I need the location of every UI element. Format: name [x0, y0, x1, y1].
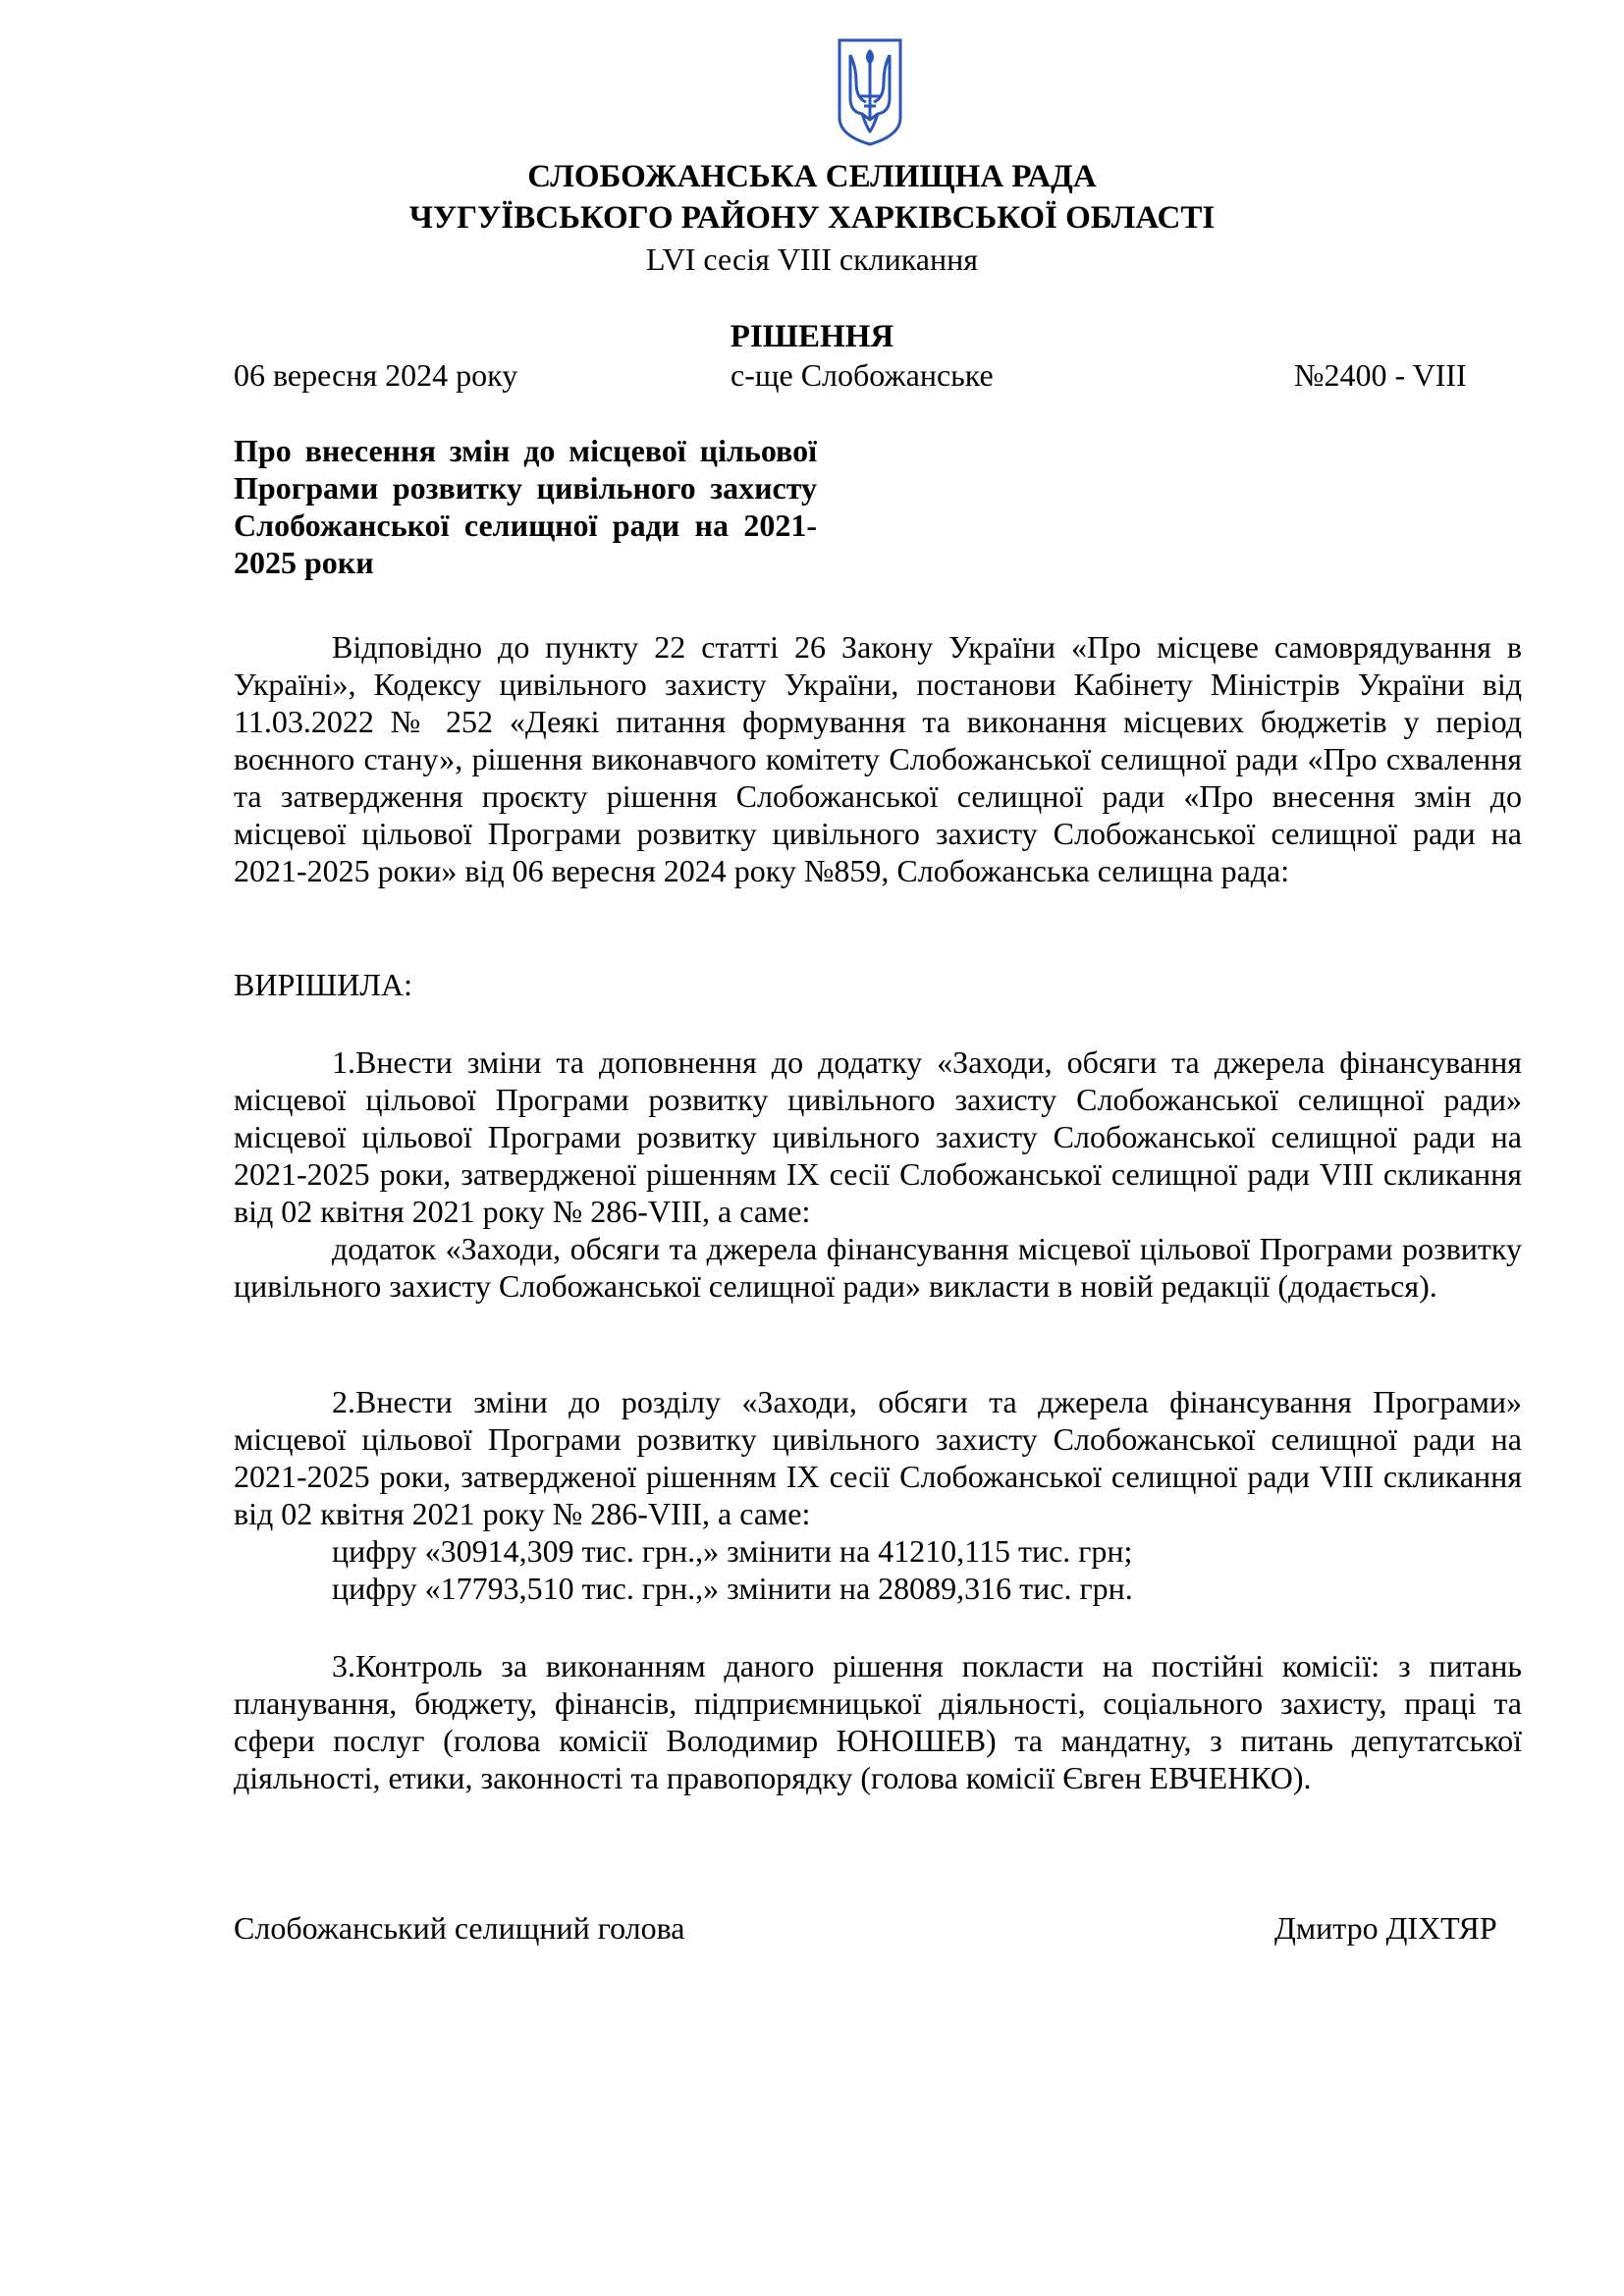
preamble-text: Відповідно до пункту 22 статті 26 Закону України «Про місцеве самоврядування в Україні», Кодексу цивільного захисту України, постанови Кабінету Міністрів України від 11.03.2022 № 252 «Деякі питання формування та виконання місцевих бюджетів у період воєнного стану», рішення виконавчого комітету Слобожанської селищної ради «Про схвалення та затвердження проєкту рішення Слобожанської селищної ради «Про внесення змін до місцевої цільової Програми розвитку цивільного захисту Слобожанської селищної ради на 2021-2025 роки» від 06 вересня 2024 року №859, Слобожанська селищна рада:: [234, 629, 1522, 888]
decision-subject: Про внесення змін до місцевої цільової Програми розвитку цивільного захисту Слобожанської селищної ради на 2021-2025 роки: [234, 433, 817, 580]
resolved-block: [234, 966, 1522, 1003]
coat-of-arms-icon: [837, 37, 903, 147]
decision-place: с-ще Слобожанське: [731, 357, 994, 393]
document-type: РІШЕННЯ: [730, 319, 894, 354]
item-1-text: 1.Внести зміни та доповнення до додатку «Заходи, обсяги та джерела фінансування місцевої цільової Програми розвитку цивільного захисту Слобожанської селищної ради» місцевої цільової Програми розвитку цивільного захисту Слобожанської селищної ради на 2021-2025 роки, затвердженої рішенням IX сесії Слобожанської селищної ради VIII скликання від 02 квітня 2021 року № 286-VIII, а саме:: [234, 1044, 1522, 1229]
district-name: ЧУГУЇВСЬКОГО РАЙОНУ ХАРКІВСЬКОЇ ОБЛАСТІ: [408, 200, 1216, 236]
item-1-block: [234, 1043, 1522, 1305]
item-2-line-1: цифру «30914,309 тис. грн.,» змінити на 41210,115 тис. грн;: [332, 1533, 1133, 1569]
item-3-block: [234, 1647, 1522, 1796]
decision-date: 06 вересня 2024 року: [234, 357, 518, 393]
session-line: LVI сесія VIII скликання: [646, 241, 978, 277]
item-3-text: 3.Контроль за виконанням даного рішення покласти на постійні комісії: з питань планування, бюджету, фінансів, підприємницької діяльності, соціального захисту, праці та сфери послуг (голова комісії Володимир ЮНОШЕВ) та мандатну, з питань депутатської діяльності, етики, законності та правопорядку (голова комісії Євген ЕВЧЕНКО).: [234, 1648, 1522, 1795]
signature-name: Дмитро ДІХТЯР: [1274, 1910, 1497, 1946]
item-1-subtext: додаток «Заходи, обсяги та джерела фінансування місцевої цільової Програми розвитку цивільного захисту Слобожанської селищної ради» викласти в новій редакції (додається).: [234, 1231, 1522, 1304]
resolved-heading: ВИРІШИЛА:: [234, 967, 412, 1002]
item-2-text: 2.Внести зміни до розділу «Заходи, обсяги та джерела фінансування Програми» місцевої цільової Програми розвитку цивільного захисту Слобожанської селищної ради на 2021-2025 роки, затвердженої рішенням IX сесії Слобожанської селищної ради VIII скликання від 02 квітня 2021 року № 286-VIII, а саме:: [234, 1384, 1522, 1531]
preamble-block: [234, 628, 1522, 889]
item-2-block: [234, 1383, 1522, 1607]
signature-position: Слобожанський селищний голова: [234, 1910, 685, 1946]
council-name: СЛОБОЖАНСЬКА СЕЛИЩНА РАДА: [527, 159, 1097, 194]
decision-number: №2400 - VIII: [1294, 357, 1467, 393]
item-2-line-2: цифру «17793,510 тис. грн.,» змінити на 28089,316 тис. грн.: [332, 1571, 1133, 1606]
